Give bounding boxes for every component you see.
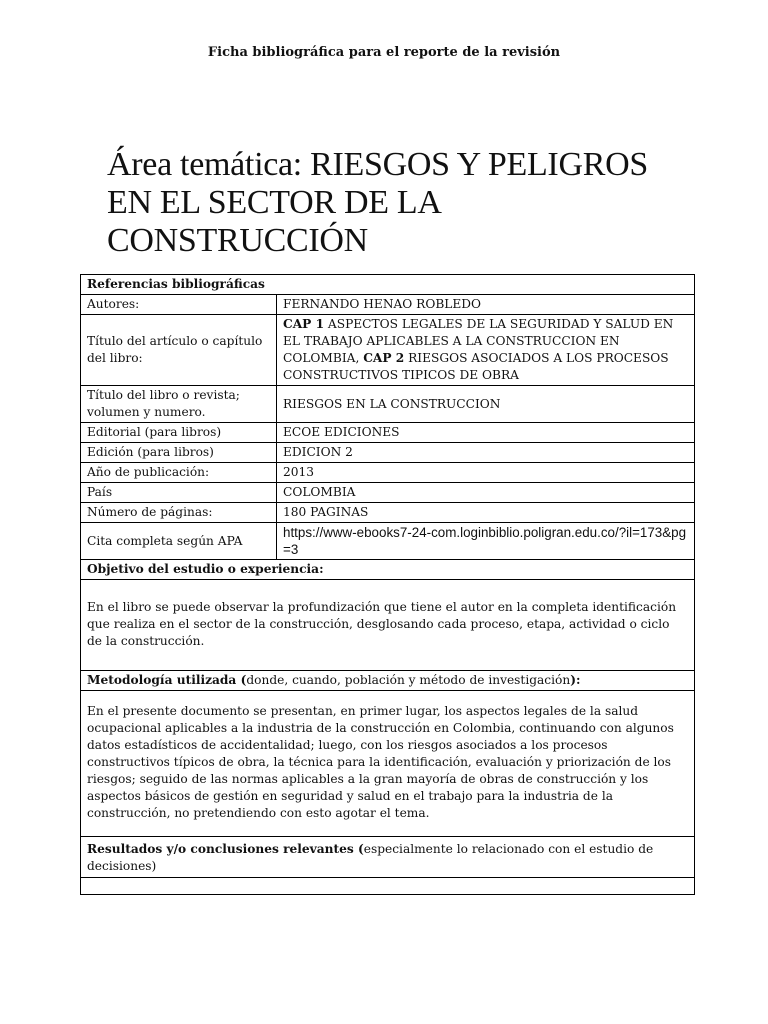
- table-row: [81, 878, 695, 895]
- table-row: [81, 837, 695, 878]
- objetivo-cell: [81, 580, 695, 671]
- value-titulo-libro: RIESGOS EN LA CONSTRUCCION: [277, 386, 695, 423]
- value-paginas: 180 PAGINAS: [277, 503, 695, 523]
- value-anio: 2013: [277, 463, 695, 483]
- section-heading-objetivo: Objetivo del estudio o experiencia:: [81, 560, 695, 580]
- table-row: [81, 580, 695, 671]
- cap1-text: ASPECTOS LEGALES DE LA SEGURIDAD Y SALUD EN EL TRABAJO APLICABLES A LA CONSTRUCCION EN COLOMBIA,: [283, 317, 674, 365]
- table-row: [81, 463, 695, 483]
- section-heading-metodologia: [81, 671, 695, 691]
- value-editorial: ECOE EDICIONES: [277, 423, 695, 443]
- table-row: [81, 443, 695, 463]
- label-edicion: Edición (para libros): [81, 443, 277, 463]
- metodologia-heading-rest: donde, cuando, población y método de investigación: [246, 673, 571, 687]
- table-row: [81, 560, 695, 580]
- label-anio: Año de publicación:: [81, 463, 277, 483]
- label-cita: Cita completa según APA: [81, 523, 277, 560]
- label-titulo-articulo: Título del artículo o capítulo del libro:: [81, 315, 277, 386]
- resultados-heading-rest: especialmente lo relacionado con el estudio de decisiones): [87, 842, 654, 873]
- label-editorial: Editorial (para libros): [81, 423, 277, 443]
- value-edicion: EDICION 2: [277, 443, 695, 463]
- metodologia-cell: [81, 691, 695, 837]
- table-row: [81, 503, 695, 523]
- section-heading-resultados: [81, 837, 695, 878]
- value-titulo-articulo: [277, 315, 695, 386]
- table-row: [81, 423, 695, 443]
- value-pais: COLOMBIA: [277, 483, 695, 503]
- metodologia-heading-bold: Metodología utilizada (: [87, 673, 247, 687]
- bibliographic-table: [80, 274, 695, 895]
- table-row: [81, 275, 695, 295]
- resultados-heading-bold: Resultados y/o conclusiones relevantes (: [87, 842, 364, 856]
- table-row: [81, 483, 695, 503]
- table-row: [81, 386, 695, 423]
- cap1-label: CAP 1: [283, 317, 325, 331]
- table-row: [81, 315, 695, 386]
- metodologia-text: En el presente documento se presentan, en primer lugar, los aspectos legales de la salud ocupacional aplicables a la industria de la construcción en Colombia, continuando con algunos datos estadísticos de accidentalidad; luego, con los riesgos asociados a los procesos constructivos típicos de obra, la técnica para la identificación, evaluación y priorización de los riesgos; seguido de las normas aplicables a la gran mayoría de obras de construcción y los aspectos básicos de gestión en seguridad y salud en el trabajo para la industria de la construcción, no pretendiendo con esto agotar el tema.: [87, 704, 674, 820]
- value-cita-link[interactable]: https://www-ebooks7-24-com.loginbiblio.poligran.edu.co/?il=173&pg=3: [277, 523, 695, 560]
- page-title: Área temática: RIESGOS Y PELIGROS EN EL SECTOR DE LA CONSTRUCCIÓN: [107, 146, 648, 259]
- section-heading-references: Referencias bibliográficas: [81, 275, 695, 295]
- table-row: [81, 295, 695, 315]
- label-paginas: Número de páginas:: [81, 503, 277, 523]
- table-row: [81, 523, 695, 560]
- table-row: [81, 671, 695, 691]
- label-pais: País: [81, 483, 277, 503]
- metodologia-heading-end: ):: [570, 673, 581, 687]
- document-header: Ficha bibliográfica para el reporte de la revisión: [207, 45, 561, 60]
- objetivo-text: En el libro se puede observar la profundización que tiene el autor en la completa identificación que realiza en el sector de la construcción, desglosando cada proceso, etapa, actividad o ciclo de la construcción.: [87, 599, 677, 648]
- cap2-label: CAP 2: [363, 351, 405, 365]
- value-autores: FERNANDO HENAO ROBLEDO: [277, 295, 695, 315]
- table-row: [81, 691, 695, 837]
- label-titulo-libro: Título del libro o revista; volumen y numero.: [81, 386, 277, 423]
- label-autores: Autores:: [81, 295, 277, 315]
- resultados-empty-cell: [81, 878, 695, 895]
- cap2-text: RIESGOS ASOCIADOS A LOS PROCESOS CONSTRUCTIVOS TIPICOS DE OBRA: [283, 351, 669, 382]
